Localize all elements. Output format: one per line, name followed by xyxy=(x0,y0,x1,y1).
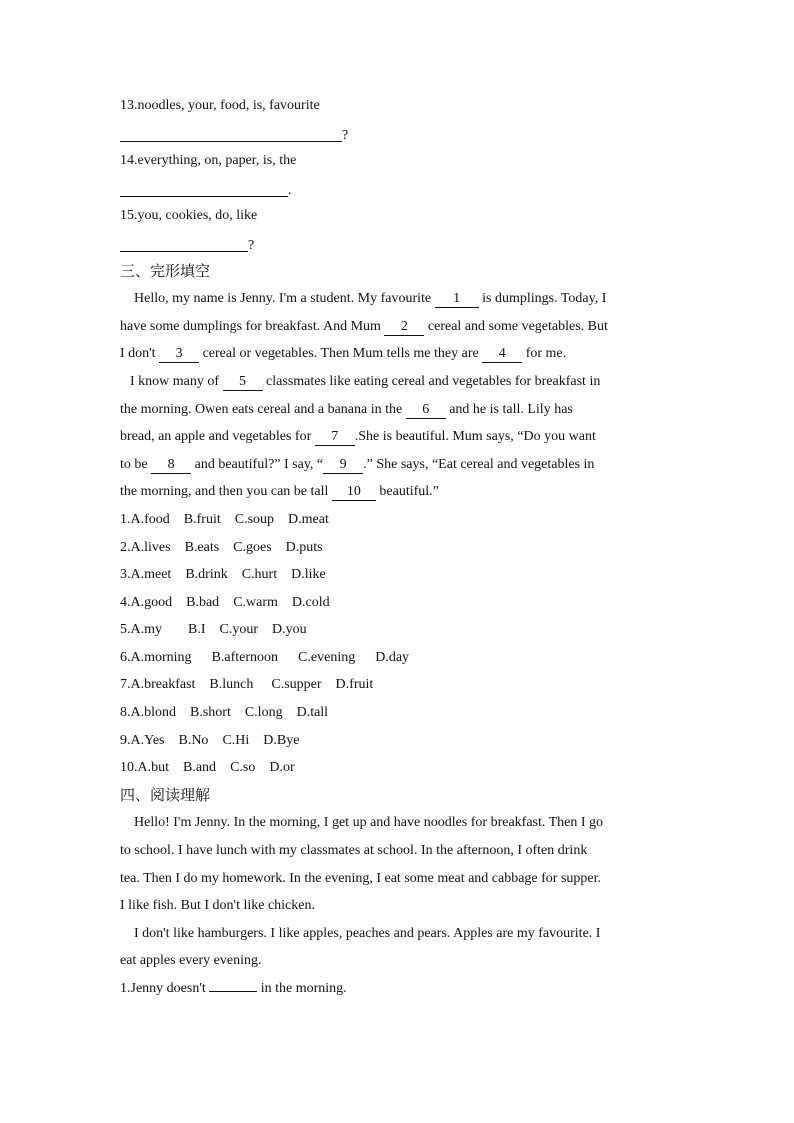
option-d[interactable]: D.cold xyxy=(291,594,330,610)
option-a[interactable]: 10.A.but xyxy=(120,760,169,776)
option-b[interactable]: B.afternoon xyxy=(211,649,279,665)
option-b[interactable]: B.short xyxy=(190,705,231,721)
option-c[interactable]: C.warm xyxy=(233,594,278,610)
cloze-line xyxy=(120,478,680,506)
question-15-answer-row xyxy=(120,230,680,258)
option-d[interactable]: D.puts xyxy=(285,539,323,555)
option-c[interactable]: C.supper xyxy=(271,677,322,693)
option-b[interactable]: B.and xyxy=(183,760,217,776)
cloze-line xyxy=(120,396,680,424)
option-row-6 xyxy=(120,644,680,672)
cloze-line xyxy=(120,340,680,368)
blank-8[interactable]: 8 xyxy=(151,457,191,474)
answer-punctuation: ? xyxy=(248,237,255,253)
passage-text: bread, an apple and vegetables for xyxy=(120,429,315,445)
reading-line: Hello! I'm Jenny. In the morning, I get up and have noodles for breakfast. Then I go xyxy=(134,815,604,831)
answer-line[interactable] xyxy=(120,123,342,142)
option-d[interactable]: D.tall xyxy=(296,705,329,721)
reading-line: I like fish. But I don't like chicken. xyxy=(120,898,315,914)
option-d[interactable]: D.you xyxy=(272,622,307,638)
passage-text: to be xyxy=(120,456,152,472)
question-text: in the morning. xyxy=(257,981,347,996)
option-a[interactable]: 8.A.blond xyxy=(120,705,176,721)
reading-line: to school. I have lunch with my classmates at school. In the afternoon, I often drink xyxy=(120,843,588,859)
option-b[interactable]: B.bad xyxy=(186,594,220,610)
reading-line: I don't like hamburgers. I like apples, peaches and pears. Apples are my favourite. I xyxy=(134,925,601,941)
option-row-1 xyxy=(120,506,680,534)
option-c[interactable]: C.goes xyxy=(233,539,272,555)
passage-text: .” She says, “Eat cereal and vegetables in xyxy=(363,456,595,472)
option-b[interactable]: B.No xyxy=(178,732,209,748)
question-14-prompt: 14.everything, on, paper, is, the xyxy=(120,153,297,169)
cloze-line xyxy=(120,423,680,451)
section-3-title: 三、完形填空 xyxy=(120,261,211,280)
answer-line[interactable] xyxy=(120,233,248,252)
option-c[interactable]: C.soup xyxy=(234,511,275,527)
passage-text: for me. xyxy=(522,346,567,362)
passage-text: the morning. Owen eats cereal and a banana in the xyxy=(120,401,406,417)
question-text: 1.Jenny doesn't xyxy=(120,981,210,996)
option-row-5 xyxy=(120,616,680,644)
option-a[interactable]: 4.A.good xyxy=(120,594,173,610)
option-d[interactable]: D.Bye xyxy=(263,732,300,748)
blank-6[interactable]: 6 xyxy=(406,402,446,419)
option-b[interactable]: B.I xyxy=(188,622,206,638)
option-row-10 xyxy=(120,754,680,782)
option-c[interactable]: C.hurt xyxy=(241,567,278,583)
blank-1[interactable]: 1 xyxy=(435,291,479,308)
option-row-8 xyxy=(120,699,680,727)
option-a[interactable]: 9.A.Yes xyxy=(120,732,165,748)
cloze-options xyxy=(120,506,680,782)
reorder-section xyxy=(120,92,680,258)
option-b[interactable]: B.drink xyxy=(185,567,228,583)
option-row-3 xyxy=(120,561,680,589)
option-d[interactable]: D.meat xyxy=(288,511,329,527)
cloze-line xyxy=(120,368,680,396)
answer-punctuation: ? xyxy=(342,127,349,143)
option-row-2 xyxy=(120,534,680,562)
cloze-line xyxy=(120,285,680,313)
option-a[interactable]: 1.A.food xyxy=(120,511,170,527)
reading-passage xyxy=(120,809,680,975)
option-d[interactable]: D.fruit xyxy=(335,677,374,693)
blank-3[interactable]: 3 xyxy=(159,346,199,363)
option-c[interactable]: C.evening xyxy=(298,649,356,665)
passage-text: and he is tall. Lily has xyxy=(445,401,573,417)
option-c[interactable]: C.so xyxy=(230,760,256,776)
option-c[interactable]: C.your xyxy=(219,622,258,638)
question-15-prompt: 15.you, cookies, do, like xyxy=(120,208,258,224)
reading-line: tea. Then I do my homework. In the evening, I eat some meat and cabbage for supper. xyxy=(120,870,602,886)
cloze-line xyxy=(120,313,680,341)
section-4-title: 四、阅读理解 xyxy=(120,785,211,804)
passage-text: have some dumplings for breakfast. And Mum xyxy=(120,318,385,334)
reading-question-1 xyxy=(120,975,680,1003)
option-d[interactable]: D.or xyxy=(269,760,295,776)
passage-text: beautiful.” xyxy=(375,484,439,500)
option-c[interactable]: C.Hi xyxy=(222,732,250,748)
blank-9[interactable]: 9 xyxy=(323,457,363,474)
answer-line[interactable] xyxy=(120,178,288,197)
passage-text: .She is beautiful. Mum says, “Do you want xyxy=(354,429,596,445)
option-d[interactable]: D.day xyxy=(375,649,410,665)
passage-text: cereal or vegetables. Then Mum tells me they are xyxy=(199,346,483,362)
passage-text: I know many of xyxy=(130,373,223,389)
answer-punctuation: . xyxy=(288,182,292,198)
option-row-4 xyxy=(120,589,680,617)
option-a[interactable]: 6.A.morning xyxy=(120,649,192,665)
blank-4[interactable]: 4 xyxy=(482,346,522,363)
blank-10[interactable]: 10 xyxy=(332,484,376,501)
cloze-line xyxy=(120,451,680,479)
worksheet-page xyxy=(120,92,680,1003)
passage-text: the morning, and then you can be tall xyxy=(120,484,332,500)
passage-text: is dumplings. Today, I xyxy=(478,291,607,307)
option-b[interactable]: B.lunch xyxy=(209,677,254,693)
question-14-answer-row xyxy=(120,175,680,203)
passage-text: and beautiful?” I say, “ xyxy=(191,456,324,472)
option-d[interactable]: D.like xyxy=(291,567,326,583)
option-c[interactable]: C.long xyxy=(244,705,283,721)
cloze-passage xyxy=(120,285,680,506)
option-row-7 xyxy=(120,671,680,699)
option-row-9 xyxy=(120,727,680,755)
option-a[interactable]: 7.A.breakfast xyxy=(120,677,196,693)
option-a[interactable]: 2.A.lives xyxy=(120,539,171,555)
option-b[interactable]: B.eats xyxy=(184,539,220,555)
option-b[interactable]: B.fruit xyxy=(183,511,221,527)
reading-line: eat apples every evening. xyxy=(120,953,262,969)
passage-text: cereal and some vegetables. But xyxy=(424,318,608,334)
question-13-prompt: 13.noodles, your, food, is, favourite xyxy=(120,98,320,113)
option-a[interactable]: 5.A.my xyxy=(120,622,162,638)
option-a[interactable]: 3.A.meet xyxy=(120,567,172,583)
question-13-answer-row xyxy=(120,120,680,148)
passage-text: Hello, my name is Jenny. I'm a student. My favourite xyxy=(134,291,435,307)
blank-7[interactable]: 7 xyxy=(315,429,355,446)
answer-line[interactable] xyxy=(209,977,257,992)
passage-text: classmates like eating cereal and vegetables for breakfast in xyxy=(262,373,601,389)
passage-text: I don't xyxy=(120,346,160,362)
blank-2[interactable]: 2 xyxy=(384,319,424,336)
blank-5[interactable]: 5 xyxy=(223,374,263,391)
